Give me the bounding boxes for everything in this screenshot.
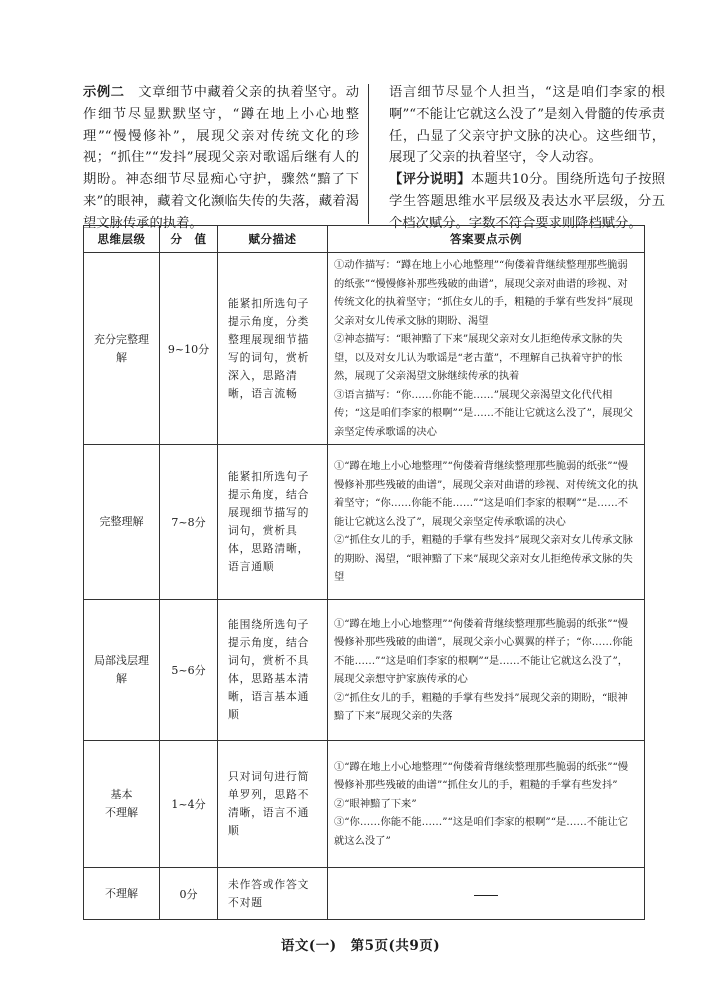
row-description: 能紧扣所选句子提示角度，结合展现细节描写的词句，赏析具体，思路清晰，语言通顺 <box>218 445 328 600</box>
row-answer <box>328 445 645 600</box>
answer-point: ①动作描写：“蹲在地上小心地整理”“佝偻着背继续整理那些脆弱的纸张”“慢慢修补那些残破的曲谱”，展现父亲对曲谱的珍视、对传统文化的执着坚守；“抓住女儿的手，粗糙的手掌有些发抖”展现父亲对女儿传承文脉的期盼、渴望 <box>334 259 633 327</box>
table-row <box>84 445 645 600</box>
scoring-text: 本题共10分。围绕所选句子按照学生答题思维水平层级及表达水平层级，分五个档次赋分。字数不符合要求则降档赋分。 <box>389 172 666 231</box>
table-header-row <box>84 226 645 253</box>
answer-point: ①“蹲在地上小心地整理”“佝偻着背继续整理那些脆弱的纸张”“慢慢修补那些残破的曲谱”，展现父亲对曲谱的珍视、对传统文化的执着坚守；“你……你能不能……”“这是咱们李家的根啊”“是……不能让它就这么没了”，展现父亲坚定传承歌谣的决心 <box>334 460 638 528</box>
row-description: 未作答或作答文不对题 <box>218 868 328 920</box>
header-level: 思维层级 <box>84 226 160 253</box>
example-continuation <box>389 82 665 235</box>
row-description: 能围绕所选句子提示角度，结合词句，赏析不具体，思路基本清晰，语言基本通顺 <box>218 600 328 741</box>
answer-point: ②“抓住女儿的手，粗糙的手掌有些发抖”展现父亲的期盼，“眼神黯了下来”展现父亲的失落 <box>334 691 628 722</box>
scoring-label: 【评分说明】 <box>389 172 471 188</box>
answer-point: ①“蹲在地上小心地整理”“佝偻着背继续整理那些脆弱的纸张”“慢慢修补那些残破的曲谱”，展现父亲小心翼翼的样子；“你……你能不能……”“这是咱们李家的根啊”“是……不能让它就这么没了”，展现父亲想守护家族传承的心 <box>334 617 633 685</box>
row-description: 只对词句进行简单罗列，思路不清晰，语言不通顺 <box>218 741 328 868</box>
header-answer: 答案要点示例 <box>328 226 645 253</box>
answer-point: ③语言描写：“你……你能不能……”展现父亲渴望文化代代相传；“这是咱们李家的根啊”“是……不能让它就这么没了”，展现父亲坚定传承歌谣的决心 <box>334 388 634 438</box>
row-answer <box>328 253 645 445</box>
row-answer <box>328 741 645 868</box>
example-right-text: 语言细节尽显个人担当，“这是咱们李家的根啊”“不能让它就这么没了”是刻入骨髓的传承责任，凸显了父亲守护文脉的决心。这些细节，展现了父亲的执着坚守，令人动容。 <box>389 85 665 166</box>
row-score: 1~4分 <box>160 741 218 868</box>
table-row <box>84 600 645 741</box>
answer-point: ②“抓住女儿的手，粗糙的手掌有些发抖”展现父亲对女儿传承文脉的期盼、渴望，“眼神黯了下来”展现父亲对女儿拒绝传承文脉的失望 <box>334 534 633 584</box>
answer-point: ①“蹲在地上小心地整理”“佝偻着背继续整理那些脆弱的纸张”“慢慢修补那些残破的曲谱”“抓住女儿的手，粗糙的手掌有些发抖” <box>334 760 629 792</box>
page-footer: 语文(一) 第5页(共9页) <box>280 938 441 954</box>
row-score: 9~10分 <box>160 253 218 445</box>
header-score: 分 值 <box>160 226 218 253</box>
example-label: 示例二 <box>83 85 125 100</box>
row-level: 基本 不理解 <box>84 741 160 868</box>
row-score: 7~8分 <box>160 445 218 600</box>
row-score: 0分 <box>160 868 218 920</box>
row-level: 充分完整理解 <box>84 253 160 445</box>
row-description: 能紧扣所选句子提示角度，分类整理展现细节描写的词句，赏析深入，思路清晰，语言流畅 <box>218 253 328 445</box>
row-level: 完整理解 <box>84 445 160 600</box>
answer-point: ②神态描写：“眼神黯了下来”展现父亲对女儿拒绝传承文脉的失望，以及对女儿认为歌谣是“老古董”，不理解自己执着守护的怅然，展现了父亲渴望文脉继续传承的执着 <box>334 333 623 382</box>
row-score: 5~6分 <box>160 600 218 741</box>
table-row <box>84 253 645 445</box>
row-answer <box>328 868 645 920</box>
answer-point: ③“你……你能不能……”“这是咱们李家的根啊”“是……不能让它就这么没了” <box>334 816 629 847</box>
row-level: 不理解 <box>84 868 160 920</box>
table-row <box>84 868 645 920</box>
empty-answer-dash <box>474 895 498 896</box>
rubric-table <box>83 225 645 920</box>
example-paragraph <box>83 82 359 235</box>
header-description: 赋分描述 <box>218 226 328 253</box>
row-answer <box>328 600 645 741</box>
example-left-text: 文章细节中藏着父亲的执着坚守。动作细节尽显默默坚守，“蹲在地上小心地整理”“慢慢修补”，展现父亲对传统文化的珍视；“抓住”“发抖”展现父亲对歌谣后继有人的期盼。神态细节尽显痴心守护，骤然“黯了下来”的眼神，藏着文化濒临失传的失落，藏着渴望文脉传承的执着。 <box>83 85 360 231</box>
column-divider <box>368 84 369 224</box>
answer-point: ②“眼神黯了下来” <box>334 797 417 810</box>
table-row <box>84 741 645 868</box>
row-level: 局部浅层理解 <box>84 600 160 741</box>
